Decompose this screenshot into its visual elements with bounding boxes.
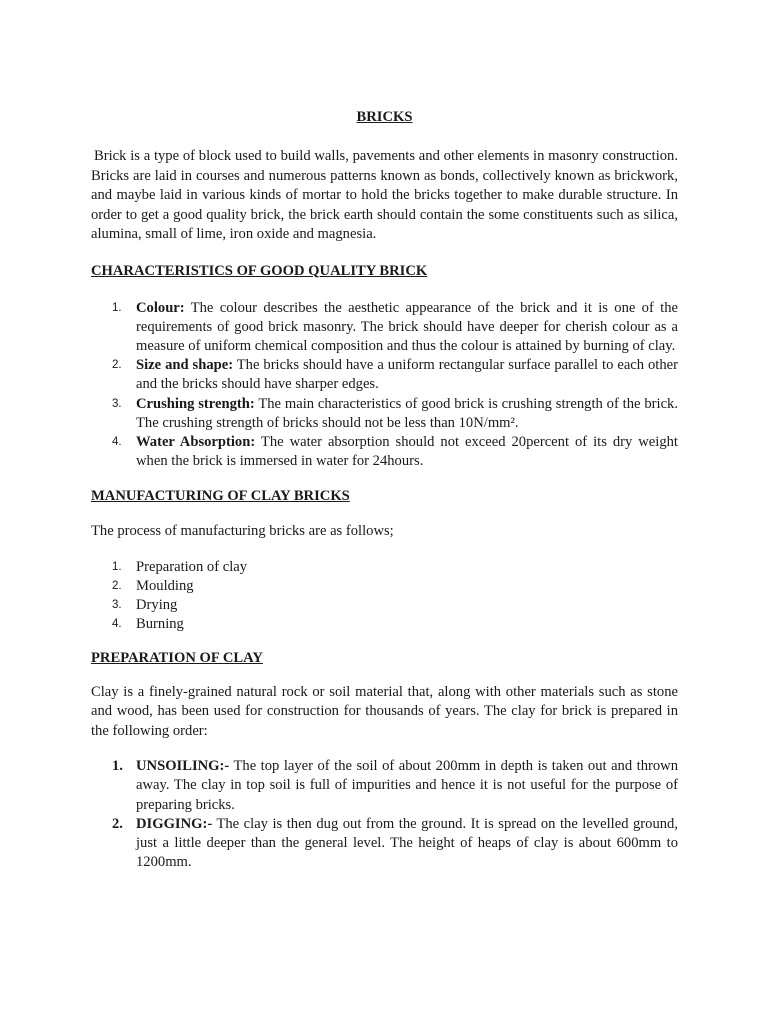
item-text: Preparation of clay (136, 558, 248, 575)
item-text: The main characteristics of good brick is crushing strength of the brick. The crushing strength of bricks should not be less than 10N/mm². (136, 395, 678, 431)
list-item (91, 615, 678, 634)
manufacturing-intro: The process of manufacturing bricks are as follows; (91, 523, 394, 540)
list-item (91, 815, 678, 873)
item-term: Size and shape: (136, 357, 234, 374)
item-text: The colour describes the aesthetic appearance of the brick and it is one of the requirements of good brick masonry. The brick should have deeper for cherish colour as a measure of uniform chemical composition and thus the colour is attained by burning of clay. (136, 299, 678, 354)
item-term: Crushing strength: (136, 395, 255, 412)
list-number: 1. (112, 758, 123, 775)
list-item (91, 356, 678, 394)
document-title: BRICKS (356, 109, 413, 125)
list-item (91, 395, 678, 433)
item-term: UNSOILING:- (136, 758, 230, 775)
manufacturing-heading: MANUFACTURING OF CLAY BRICKS (91, 488, 350, 505)
list-item (91, 577, 678, 596)
item-term: DIGGING:- (136, 815, 213, 832)
characteristics-list (91, 299, 678, 472)
list-number: 3. (112, 397, 122, 410)
item-text: The clay is then dug out from the ground. It is spread on the levelled ground, just a little deeper than the general level. The height of heaps of clay is about 600mm to 1200mm. (136, 815, 678, 871)
item-text: Drying (136, 597, 178, 614)
item-text: Moulding (136, 578, 194, 595)
list-number: 2. (112, 580, 122, 593)
list-item (91, 596, 678, 615)
list-number: 2. (112, 359, 122, 372)
characteristics-heading: CHARACTERISTICS OF GOOD QUALITY BRICK (91, 262, 428, 279)
list-number: 1. (112, 560, 122, 573)
item-term: Colour: (136, 299, 185, 316)
item-term: Water Absorption: (136, 433, 256, 450)
list-item (91, 299, 678, 357)
item-text: The water absorption should not exceed 20percent of its dry weight when the brick is immersed in water for 24hours. (136, 433, 678, 470)
list-item (91, 558, 678, 577)
item-text: The top layer of the soil of about 200mm in depth is taken out and thrown away. The clay in top soil is full of impurities and hence it is not useful for the purpose of preparing bricks. (136, 758, 678, 813)
item-text: The bricks should have a uniform rectangular surface parallel to each other and the bricks should have sharper edges. (136, 357, 679, 393)
list-number: 2. (112, 815, 123, 832)
item-text: Burning (136, 616, 184, 633)
list-item (91, 757, 678, 815)
intro-paragraph: Brick is a type of block used to build walls, pavements and other elements in masonry construction. Bricks are laid in courses and numerous patterns known as bonds, collectively known as brickwork, and maybe laid in various kinds of mortar to hold the bricks together to make durable structure. In order to get a good quality brick, the brick earth should contain the some constituents such as silica, alumina, small of lime, iron oxide and magnesia. (91, 148, 678, 242)
preparation-list (91, 757, 678, 872)
list-number: 1. (112, 301, 122, 314)
list-number: 3. (112, 599, 122, 612)
list-item (91, 433, 678, 471)
preparation-heading: PREPARATION OF CLAY (91, 649, 263, 666)
preparation-intro: Clay is a finely-grained natural rock or soil material that, along with other materials such as stone and wood, has been used for construction for thousands of years. The clay for brick is prepared in the following order: (91, 683, 678, 739)
manufacturing-steps-list (91, 558, 678, 635)
list-number: 4. (112, 618, 122, 631)
list-number: 4. (112, 435, 122, 448)
